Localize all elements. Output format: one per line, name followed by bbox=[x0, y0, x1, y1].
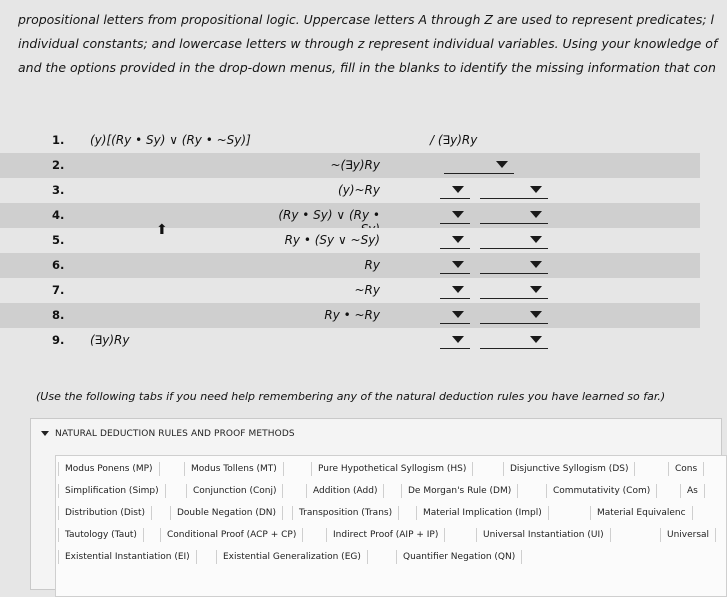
proof-table bbox=[0, 128, 700, 353]
chevron-down-icon bbox=[452, 186, 464, 193]
line-number: 6. bbox=[52, 258, 65, 272]
proof-row-3 bbox=[0, 178, 700, 203]
rules-tab-grid bbox=[55, 455, 727, 597]
chevron-down-icon bbox=[530, 186, 542, 193]
tab-material-implication[interactable]: Material Implication (Impl) bbox=[416, 506, 549, 520]
line-reference-dropdown[interactable] bbox=[440, 332, 470, 349]
line-number: 4. bbox=[52, 208, 65, 222]
tab-tautology[interactable]: Tautology (Taut) bbox=[58, 528, 144, 542]
tab-material-equivalence[interactable]: Material Equivalenc bbox=[590, 506, 693, 520]
tab-double-negation[interactable]: Double Negation (DN) bbox=[170, 506, 283, 520]
instructions-line-2: individual constants; and lowercase letters w through z represent individual variables. Using your knowledge of bbox=[18, 36, 718, 51]
instructions bbox=[18, 8, 718, 80]
statement: ~Ry bbox=[354, 283, 380, 297]
rule-dropdown[interactable] bbox=[480, 282, 548, 299]
chevron-down-icon bbox=[452, 236, 464, 243]
rules-panel bbox=[30, 418, 722, 590]
tab-addition[interactable]: Addition (Add) bbox=[306, 484, 384, 498]
rule-dropdown[interactable] bbox=[480, 257, 548, 274]
chevron-down-icon bbox=[530, 286, 542, 293]
chevron-down-icon bbox=[496, 161, 508, 168]
line-number: 5. bbox=[52, 233, 65, 247]
proof-row-4 bbox=[0, 203, 700, 228]
tab-de-morgan[interactable]: De Morgan's Rule (DM) bbox=[401, 484, 518, 498]
tab-indirect-proof[interactable]: Indirect Proof (AIP + IP) bbox=[326, 528, 445, 542]
tab-as[interactable]: As bbox=[680, 484, 705, 498]
instructions-line-1: propositional letters from propositional logic. Uppercase letters A through Z are used to represent predicates; l bbox=[18, 12, 714, 27]
chevron-down-icon bbox=[530, 336, 542, 343]
tab-modus-tollens[interactable]: Modus Tollens (MT) bbox=[184, 462, 284, 476]
proof-row-1 bbox=[0, 128, 700, 153]
proof-row-9 bbox=[0, 328, 700, 353]
tab-existential-instantiation[interactable]: Existential Instantiation (EI) bbox=[58, 550, 197, 564]
tab-universal[interactable]: Universal bbox=[660, 528, 716, 542]
statement: Ry • (Sy ∨ ~Sy) bbox=[284, 233, 380, 247]
line-reference-dropdown[interactable] bbox=[440, 232, 470, 249]
tab-simplification[interactable]: Simplification (Simp) bbox=[58, 484, 166, 498]
conclusion: / (∃y)Ry bbox=[430, 133, 478, 147]
line-reference-dropdown[interactable] bbox=[440, 282, 470, 299]
line-number: 8. bbox=[52, 308, 65, 322]
rules-panel-toggle[interactable] bbox=[41, 429, 295, 439]
chevron-down-icon bbox=[530, 311, 542, 318]
line-reference-dropdown[interactable] bbox=[440, 307, 470, 324]
chevron-down-icon bbox=[452, 211, 464, 218]
proof-row-8 bbox=[0, 303, 700, 328]
statement: (Ry • Sy) ∨ (Ry • bbox=[278, 208, 380, 222]
statement: Ry • ~Ry bbox=[324, 308, 380, 322]
rule-dropdown[interactable] bbox=[480, 182, 548, 199]
tab-hypothetical-syllogism[interactable]: Pure Hypothetical Syllogism (HS) bbox=[311, 462, 473, 476]
line-reference-dropdown[interactable] bbox=[440, 257, 470, 274]
instructions-line-3: and the options provided in the drop-down menus, fill in the blanks to identify the missing information that con bbox=[18, 60, 716, 75]
tab-cons[interactable]: Cons bbox=[668, 462, 704, 476]
chevron-down-icon bbox=[452, 286, 464, 293]
tab-commutativity[interactable]: Commutativity (Com) bbox=[546, 484, 657, 498]
justification-dropdown[interactable] bbox=[444, 157, 514, 174]
tab-universal-instantiation[interactable]: Universal Instantiation (UI) bbox=[476, 528, 611, 542]
mouse-cursor-icon: ⬆ bbox=[156, 222, 168, 238]
chevron-down-icon bbox=[452, 336, 464, 343]
tab-disjunctive-syllogism[interactable]: Disjunctive Syllogism (DS) bbox=[503, 462, 635, 476]
statement: (∃y)Ry bbox=[90, 333, 130, 347]
help-hint: (Use the following tabs if you need help remembering any of the natural deduction rules you have learned so far.) bbox=[36, 390, 666, 403]
proof-row-5 bbox=[0, 228, 700, 253]
chevron-down-icon bbox=[530, 211, 542, 218]
line-number: 9. bbox=[52, 333, 65, 347]
caret-down-icon bbox=[41, 431, 49, 436]
proof-row-6 bbox=[0, 253, 700, 278]
tab-quantifier-negation[interactable]: Quantifier Negation (QN) bbox=[396, 550, 522, 564]
rule-dropdown[interactable] bbox=[480, 232, 548, 249]
line-number: 1. bbox=[52, 133, 65, 147]
tab-distribution[interactable]: Distribution (Dist) bbox=[58, 506, 152, 520]
rule-dropdown[interactable] bbox=[480, 207, 548, 224]
rules-panel-title: NATURAL DEDUCTION RULES AND PROOF METHODS bbox=[55, 429, 295, 439]
tab-transposition[interactable]: Transposition (Trans) bbox=[292, 506, 399, 520]
chevron-down-icon bbox=[530, 261, 542, 268]
line-number: 2. bbox=[52, 158, 65, 172]
line-reference-dropdown[interactable] bbox=[440, 182, 470, 199]
tab-modus-ponens[interactable]: Modus Ponens (MP) bbox=[58, 462, 160, 476]
chevron-down-icon bbox=[530, 236, 542, 243]
proof-row-7 bbox=[0, 278, 700, 303]
line-reference-dropdown[interactable] bbox=[440, 207, 470, 224]
premise: (y)[(Ry • Sy) ∨ (Ry • ~Sy)] bbox=[90, 133, 251, 147]
statement: ~(∃y)Ry bbox=[330, 158, 380, 172]
rule-dropdown[interactable] bbox=[480, 332, 548, 349]
tab-existential-generalization[interactable]: Existential Generalization (EG) bbox=[216, 550, 368, 564]
tab-conditional-proof[interactable]: Conditional Proof (ACP + CP) bbox=[160, 528, 303, 542]
chevron-down-icon bbox=[452, 261, 464, 268]
statement: (y)~Ry bbox=[338, 183, 380, 197]
chevron-down-icon bbox=[452, 311, 464, 318]
proof-row-2 bbox=[0, 153, 700, 178]
tab-conjunction[interactable]: Conjunction (Conj) bbox=[186, 484, 283, 498]
line-number: 7. bbox=[52, 283, 65, 297]
statement: Ry bbox=[364, 258, 380, 272]
rule-dropdown[interactable] bbox=[480, 307, 548, 324]
line-number: 3. bbox=[52, 183, 65, 197]
